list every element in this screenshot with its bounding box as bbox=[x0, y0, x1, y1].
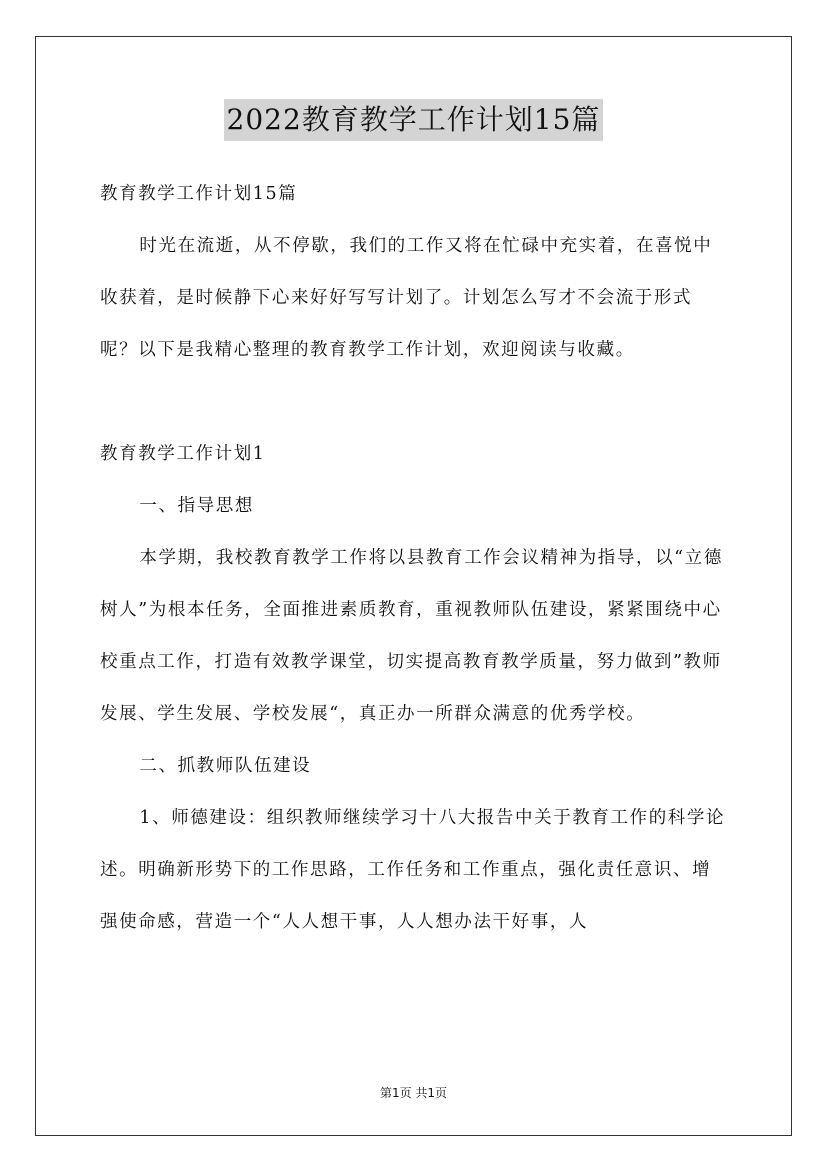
heading-teacher-team: 二、抓教师队伍建设 bbox=[139, 756, 312, 776]
heading-guiding-ideology: 一、指导思想 bbox=[139, 496, 254, 516]
page-number: 第1页 共1页 bbox=[379, 1086, 448, 1100]
document-title: 2022教育教学工作计划15篇 bbox=[224, 99, 604, 141]
section-title: 教育教学工作计划1 bbox=[100, 444, 266, 464]
document-subtitle: 教育教学工作计划15篇 bbox=[100, 184, 298, 204]
page-footer bbox=[0, 1084, 827, 1101]
intro-paragraph: 时光在流逝，从不停歇，我们的工作又将在忙碌中充实着，在喜悦中收获着，是时候静下心来好好写写计划了。计划怎么写才不会流于形式呢？以下是我精心整理的教育教学工作计划，欢迎阅读与收藏。 bbox=[100, 236, 713, 360]
document-body bbox=[100, 168, 730, 948]
paragraph-teacher-ethics: 1、师德建设：组织教师继续学习十八大报告中关于教育工作的科学论述。明确新形势下的工作思路，工作任务和工作重点，强化责任意识、增强使命感，营造一个“人人想干事，人人想办法干好事，人 bbox=[100, 808, 726, 932]
document-title-wrap bbox=[0, 99, 827, 141]
blank-line bbox=[100, 376, 730, 428]
paragraph-guiding-ideology: 本学期，我校教育教学工作将以县教育工作会议精神为指导，以“立德树人”为根本任务，全面推进素质教育，重视教师队伍建设，紧紧围绕中心校重点工作，打造有效教学课堂，切实提高教育教学质量，努力做到”教师发展、学生发展、学校发展“，真正办一所群众满意的优秀学校。 bbox=[100, 548, 723, 724]
